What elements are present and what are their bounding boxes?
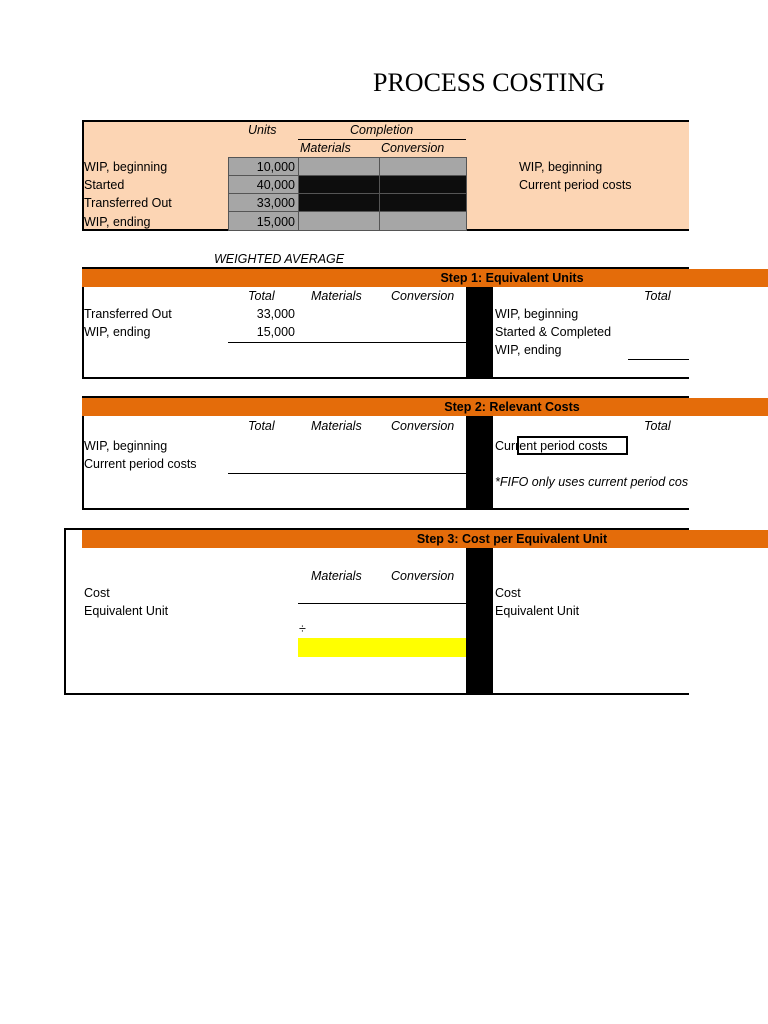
materials-completion-cell[interactable] bbox=[298, 157, 380, 176]
materials-header: Materials bbox=[300, 141, 351, 155]
step1-header: Step 1: Equivalent Units bbox=[440, 271, 584, 285]
step3-sum-line bbox=[298, 603, 467, 604]
step1-right-wip-ending: WIP, ending bbox=[495, 343, 562, 357]
step1-sum-line bbox=[228, 342, 467, 343]
step2-divider bbox=[466, 416, 493, 510]
step1-right-total-header: Total bbox=[644, 289, 671, 303]
step3-divider bbox=[466, 548, 493, 695]
method-label: WEIGHTED AVERAGE bbox=[214, 252, 345, 266]
row-label-transferred-out: Transferred Out bbox=[84, 196, 172, 210]
row-label-wip-ending: WIP, ending bbox=[84, 215, 151, 229]
step3-row-cost: Cost bbox=[84, 586, 110, 600]
materials-completion-cell[interactable] bbox=[298, 175, 380, 194]
step1-right-sum-line bbox=[628, 359, 689, 360]
conversion-completion-cell[interactable] bbox=[379, 193, 467, 212]
right-label-wip-beginning: WIP, beginning bbox=[519, 160, 603, 174]
step2-right-current-period-costs: Current period costs bbox=[495, 439, 608, 453]
step2-row-current-period-costs: Current period costs bbox=[84, 457, 197, 471]
step1-total-header: Total bbox=[248, 289, 275, 303]
conversion-header: Conversion bbox=[381, 141, 445, 155]
cost-per-unit-highlight-cell[interactable] bbox=[298, 638, 466, 657]
conversion-completion-cell[interactable] bbox=[379, 211, 467, 231]
selected-cell-outline[interactable] bbox=[517, 436, 628, 455]
step1-total-value: 15,000 bbox=[256, 325, 295, 339]
page-title: PROCESS COSTING bbox=[373, 68, 605, 97]
step2-row-wip-beginning: WIP, beginning bbox=[84, 439, 168, 453]
divide-symbol: ÷ bbox=[299, 622, 306, 636]
materials-completion-cell[interactable] bbox=[298, 193, 380, 212]
materials-completion-cell[interactable] bbox=[298, 211, 380, 231]
step2-sum-line bbox=[228, 473, 467, 474]
row-label-wip-beginning: WIP, beginning bbox=[84, 160, 168, 174]
step1-right-wip-beginning: WIP, beginning bbox=[495, 307, 579, 321]
step2-conversion-header: Conversion bbox=[391, 419, 455, 433]
units-header: Units bbox=[248, 123, 277, 137]
step1-divider bbox=[466, 287, 493, 379]
step1-materials-header: Materials bbox=[311, 289, 362, 303]
row-label-started: Started bbox=[84, 178, 125, 192]
completion-header: Completion bbox=[350, 123, 414, 137]
right-label-current-period-costs: Current period costs bbox=[519, 178, 632, 192]
conversion-completion-cell[interactable] bbox=[379, 175, 467, 194]
step1-total-value: 33,000 bbox=[256, 307, 295, 321]
step3-right-cost: Cost bbox=[495, 586, 521, 600]
step2-header: Step 2: Relevant Costs bbox=[444, 400, 580, 414]
step3-conversion-header: Conversion bbox=[391, 569, 455, 583]
step3-right-equivalent-unit: Equivalent Unit bbox=[495, 604, 580, 618]
step1-right-started-completed: Started & Completed bbox=[495, 325, 612, 339]
step1-row-wip-ending: WIP, ending bbox=[84, 325, 151, 339]
units-value: 15,000 bbox=[256, 215, 295, 229]
fifo-note: *FIFO only uses current period cos bbox=[495, 475, 689, 489]
units-value: 33,000 bbox=[256, 196, 295, 210]
step3-materials-header: Materials bbox=[311, 569, 362, 583]
conversion-completion-cell[interactable] bbox=[379, 157, 467, 176]
step3-header: Step 3: Cost per Equivalent Unit bbox=[416, 532, 608, 546]
step1-conversion-header: Conversion bbox=[391, 289, 455, 303]
step3-row-equivalent-unit: Equivalent Unit bbox=[84, 604, 169, 618]
units-value: 40,000 bbox=[256, 178, 295, 192]
step1-row-transferred-out: Transferred Out bbox=[84, 307, 172, 321]
step2-right-total-header: Total bbox=[644, 419, 671, 433]
completion-underline bbox=[298, 139, 466, 140]
units-value: 10,000 bbox=[256, 160, 295, 174]
step2-materials-header: Materials bbox=[311, 419, 362, 433]
step2-total-header: Total bbox=[248, 419, 275, 433]
